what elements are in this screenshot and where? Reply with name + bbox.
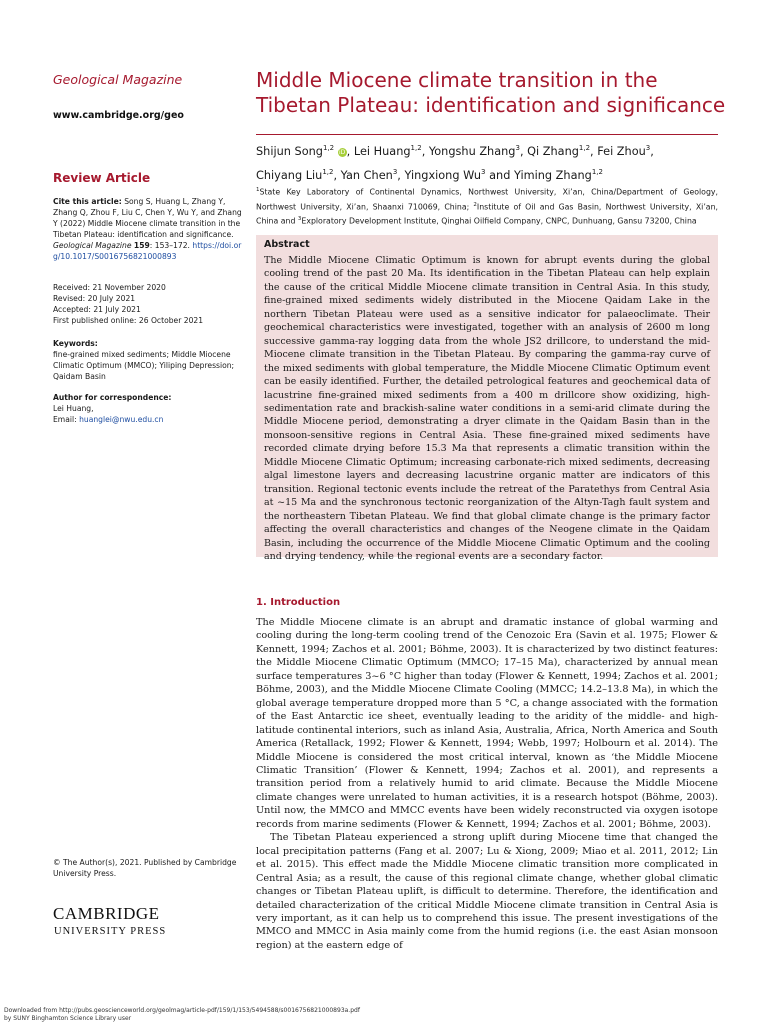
keywords-label: Keywords: [53,339,98,348]
author: Lei Huang$^{1,2}$ [353,144,422,158]
citation-doi-link[interactable]: https://doi.org/10.1017/S0016756821000893 [53,241,242,261]
citation-journal: Geological Magazine [53,241,132,250]
title-divider [256,134,718,135]
introduction-body [256,616,718,952]
affiliation-2: Institute of Oil and Gas Basin, Northwest University, Xi’an, China and [256,202,718,226]
logo-line1: CAMBRIDGE [53,904,160,923]
author-connector: and [489,168,511,182]
copyright-notice: © The Author(s), 2021. Published by Cambridge University Press. [53,858,237,878]
affiliations: $^1$State Key Laboratory of Continental Dynamics, Northwest University, Xi’an, China/Department of Geology, Northwest University, Xi’an, Shaanxi 710069, China; $^2$Institute of Oil and Gas Basin, Northwest University, Xi’an, China and $^3$Exploratory Development Institute, Qinghai Oilfield Company, CNPC, Dunhuang, Gansu 73200, China [256,187,718,226]
date-published: First published online: 26 October 2021 [53,316,204,325]
email-link[interactable]: huanglei@nwu.edu.cn [79,415,164,424]
author-list: Shijun Song$^{1,2}$ iD, Lei Huang$^{1,2}$, Yongshu Zhang$^3$, Qi Zhang$^{1,2}$, Fei Zhou$^3$, Chiyang Liu$^{1,2}$, Yan Chen$^3$, Yingxiong Wu$^3$ and Yiming Zhang$^{1,2}$ [256,144,654,182]
section-heading: 1. Introduction [256,597,341,608]
footer-line-1: Downloaded from http://pubs.geoscienceworld.org/geolmag/article-pdf/159/1/153/5494588/s0016756821000893a.pdf [4,1007,360,1014]
author: Yan Chen$^3$ [340,167,398,182]
intro-paragraph-1: The Middle Miocene climate is an abrupt and dramatic instance of global warming and cooling during the long-term cooling trend of the Cenozoic Era (Savin et al. 1975; Flower & Kennett, 1994; Zachos et al. 2001; Böhme, 2003). It is characterized by two distinct features: the Middle Miocene Climatic Optimum (MMCO; 17–15 Ma), characterized by annual mean surface temperatures 3~6 °C higher than today (Flower & Kennett, 1994; Zachos et al. 2001; Böhme, 2003), and the Middle Miocene Climate Cooling (MMCC; 14.2–13.8 Ma), in which the global average temperature dropped more than 5 °C, a change associated with the formation of the East Antarctic ice sheet, eventually leading to the aridity of the middle- and high-latitude continental interiors, such as inland Asia, Australia, Africa, North America and South America (Retallack, 1992; Flower & Kennett, 1994; Webb, 1997; Holbourn et al. 2014). The Middle Miocene is considered the most critical interval, known as ‘the Middle Miocene Climatic Transition’ (Flower & Kennett, 1994; Zachos et al. 2001), and represents a transition period from a relatively humid to arid climate. Because the Middle Miocene climate changes were unrelated to human activities, it is a research hotspot (Böhme, 2003). Until now, the MMCO and MMCC events have been widely reconstructed via oxygen isotope records from marine sediments (Flower & Kennett, 1994; Zachos et al. 2001; Böhme, 2003). [256,617,718,830]
author: Shijun Song$^{1,2}$ [256,144,335,158]
author: Fei Zhou$^3$ [597,144,651,158]
keywords-block [53,338,243,382]
article-title: Middle Miocene climate transition in the Tibetan Plateau: identification and significance [256,68,726,117]
orcid-icon[interactable]: iD [339,148,346,156]
article-dates [53,282,243,326]
citation-text: Song S, Huang L, Zhang Y, Zhang Q, Zhou F, Liu C, Chen Y, Wu Y, and Zhang Y (2022) Middle Miocene climate transition in the Tibetan Plateau: identification and significance. [53,197,242,239]
citation-pages: : 153–172. [149,241,190,250]
date-accepted: Accepted: 21 July 2021 [53,305,141,314]
correspondence-label: Author for correspondence: [53,393,172,402]
intro-paragraph-2: The Tibetan Plateau experienced a strong uplift during Miocene time that changed the local precipitation patterns (Fang et al. 2007; Lu & Xiong, 2009; Miao et al. 2011, 2012; Lin et al. 2015). This effect made the Middle Miocene climatic transition more complicated in Central Asia; as a result, the cause of this regional climate change, whether global climatic changes or Tibetan Plateau uplift, is difficult to determine. Therefore, the identification and detailed characterization of the critical Middle Miocene climate transition in Central Asia is very important, as it can help us to comprehend this issue. The present investigations of the MMCO and MMCC in Asia mainly come from the humid regions (i.e. the east Asian monsoon region) at the eastern edge of [256,832,718,951]
author: Yongshu Zhang$^3$ [428,144,520,158]
abstract-heading: Abstract [264,239,310,250]
affiliation-1: State Key Laboratory of Continental Dynamics, Northwest University, Xi’an, China/Department of Geology, Northwest University, Xi’an, Shaanxi 710069, China; [256,187,718,212]
date-received: Received: 21 November 2020 [53,283,166,292]
journal-name: Geological Magazine [53,72,183,87]
citation-block [53,196,243,262]
journal-website[interactable]: www.cambridge.org/geo [53,110,184,121]
author: Yiming Zhang$^{1,2}$ [513,167,603,182]
author: Yingxiong Wu$^3$ [404,167,486,182]
email-label: Email: [53,415,77,424]
date-revised: Revised: 20 July 2021 [53,294,136,303]
citation-volume: 159 [133,241,150,250]
correspondence-email-line [53,414,243,425]
affiliation-3: Exploratory Development Institute, Qinghai Oilfield Company, CNPC, Dunhuang, Gansu 73200, China [301,216,697,226]
author: Qi Zhang$^{1,2}$ [527,144,591,158]
download-footer [4,1007,360,1023]
keywords-text: fine-grained mixed sediments; Middle Miocene Climatic Optimum (MMCO); Yiliping Depression; Qaidam Basin [53,350,235,381]
correspondence-name: Lei Huang, [53,404,94,413]
citation-label: Cite this article: [53,197,122,206]
author: Chiyang Liu$^{1,2}$ [256,167,334,182]
abstract-box [256,235,718,562]
footer-line-2: by SUNY Binghamton Science Library user [4,1015,132,1022]
cambridge-logo [53,903,193,937]
article-type: Review Article [53,171,151,185]
abstract-text: The Middle Miocene Climatic Optimum is known for abrupt events during the global cooling trend of the past 20 Ma. Its identification in the Tibetan Plateau can help explain the cause of the critical Middle Miocene climate transition in Central Asia. In this study, fine-grained mixed sediments widely distributed in the Miocene Qaidam Lake in the northern Tibetan Plateau were used as a sensitive indicator for palaeoclimate. Their geochemical characteristics were investigated, together with an analysis of 2600 m long successive gamma-ray logging data from the whole JS2 drillcore, to understand the mid-Miocene climate transition in the Tibetan Plateau. By comparing the gamma-ray curve of the mixed sediments with global temperature, the Middle Miocene Climatic Optimum event can be easily identified. Further, the detailed petrological features and geochemical data of lacustrine fine-grained mixed sediments from a 400 m drillcore show oxidizing, high-sedimentation rate and brackish-saline water conditions in a semi-arid climate during the Middle Miocene period, demonstrating a dryer climate in the Qaidam Basin than in the monsoon-sensitive regions in Central Asia. These fine-grained mixed sediments have recorded climate drying before 15.3 Ma that represents a climatic transition within the Middle Miocene Climatic Optimum; increasing carbonate-rich mixed sediments, decreasing algal limestone layers and decreasing lacustrine organic matter are indicators of this transition. Regional tectonic events include the retreat of the Paratethys from Central Asia at ~15 Ma and the synchronous tectonic reorganization of the Altyn-Tagh fault system and the northeastern Tibetan Plateau. We find that global climate change is the primary factor affecting the overall characteristics and changes of the Neogene climate in the Qaidam Basin, including the occurrence of the Middle Miocene Climatic Optimum and the cooling and drying tendency, while the regional events are a secondary factor. [264,255,710,562]
logo-line2: UNIVERSITY PRESS [54,926,167,937]
correspondence-block [53,392,243,425]
